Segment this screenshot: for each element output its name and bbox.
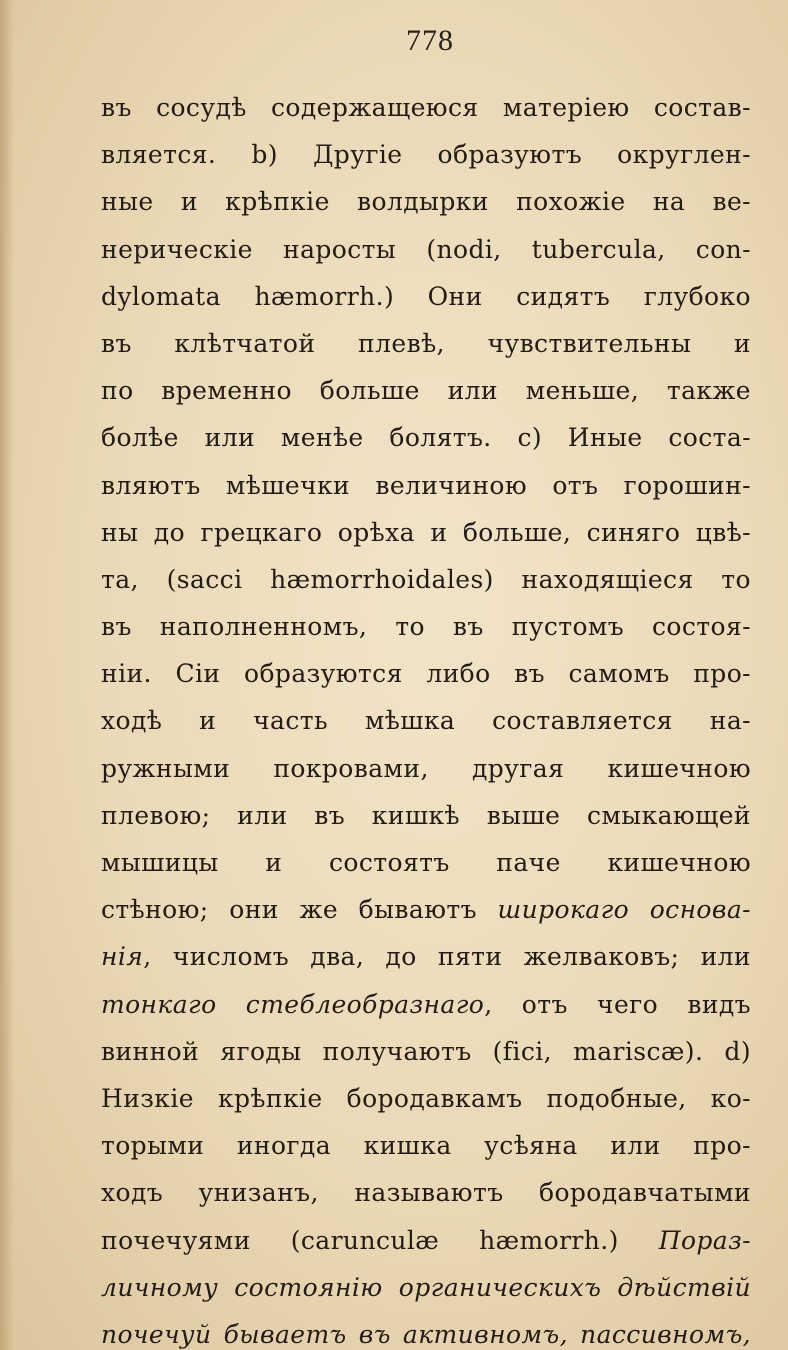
text-line: ходъ унизанъ, называютъ бородавчатыми: [101, 1178, 751, 1208]
text-line: въ клѣтчатой плевѣ, чувствительны и: [101, 328, 751, 358]
italic-phrase: широкаго основа-: [497, 895, 751, 925]
italic-phrase: въ активномъ,: [358, 1319, 568, 1349]
italic-phrase: почечуй бываетъ: [101, 1319, 347, 1349]
text-line: торыми иногда кишка усѣяна или про-: [101, 1131, 751, 1161]
text-line: плевою; или въ кишкѣ выше смыкающей: [101, 800, 751, 830]
text-line: ніи. Сіи образуются либо въ самомъ про-: [101, 659, 751, 689]
text-line: ны до грецкаго орѣха и больше, синяго цвѣ-: [101, 517, 751, 547]
text-line: болѣе или менѣе болятъ. c) Иные соста-: [101, 423, 751, 453]
text-line: вляется. b) Другіе образуютъ округлен-: [101, 140, 751, 170]
page-number: 778: [406, 24, 454, 57]
text-line: тонкаго стеблеобразнаго, отъ чего видъ: [101, 989, 751, 1019]
text-line: стѣною; они же бываютъ широкаго основа-: [101, 895, 751, 925]
text-line: мышицы и состоятъ паче кишечною: [101, 848, 751, 877]
text-line: ходѣ и часть мѣшка составляется на-: [101, 706, 751, 736]
text-line: [101, 1311, 751, 1350]
text-line: почечуями (carunculæ hæmorrh.) Пораз-: [101, 1225, 751, 1255]
italic-phrase: личному состоянію органическихъ дѣйствій: [101, 1272, 751, 1302]
text-line: ружными покровами, другая кишечною: [101, 753, 751, 783]
text-line: по временно больше или меньше, также: [101, 376, 751, 406]
page-gutter-shadow: [0, 0, 14, 1350]
text-line: dylomata hæmorrh.) Они сидятъ глубоко: [101, 281, 751, 311]
text-line: нія, числомъ два, до пяти желваковъ; или: [101, 942, 751, 972]
body-text: [101, 84, 751, 1350]
text-line: въ наполненномъ, то въ пустомъ состоя-: [101, 612, 751, 642]
italic-phrase: нія: [101, 942, 144, 972]
text-line: ные и крѣпкіе волдырки похожіе на ве-: [101, 187, 751, 217]
text-line: та, (sacci hæmorrhoidales) находящіеся то: [101, 564, 751, 594]
text-line: нерическіе наросты (nodi, tubercula, con-: [101, 234, 751, 264]
text-line: вляютъ мѣшечки величиною отъ горошин-: [101, 470, 751, 500]
italic-phrase: пассивномъ,: [580, 1319, 751, 1349]
text-line: [101, 1264, 751, 1311]
text-line: Низкіе крѣпкіе бородавкамъ подобные, ко-: [101, 1083, 751, 1113]
italic-phrase: Пораз-: [658, 1225, 751, 1255]
text-line: въ сосудѣ содержащеюся матеріею состав-: [101, 93, 751, 122]
italic-phrase: тонкаго стеблеобразнаго: [101, 989, 485, 1019]
text-line: винной ягоды получаютъ (fici, mariscæ). d): [101, 1036, 751, 1066]
